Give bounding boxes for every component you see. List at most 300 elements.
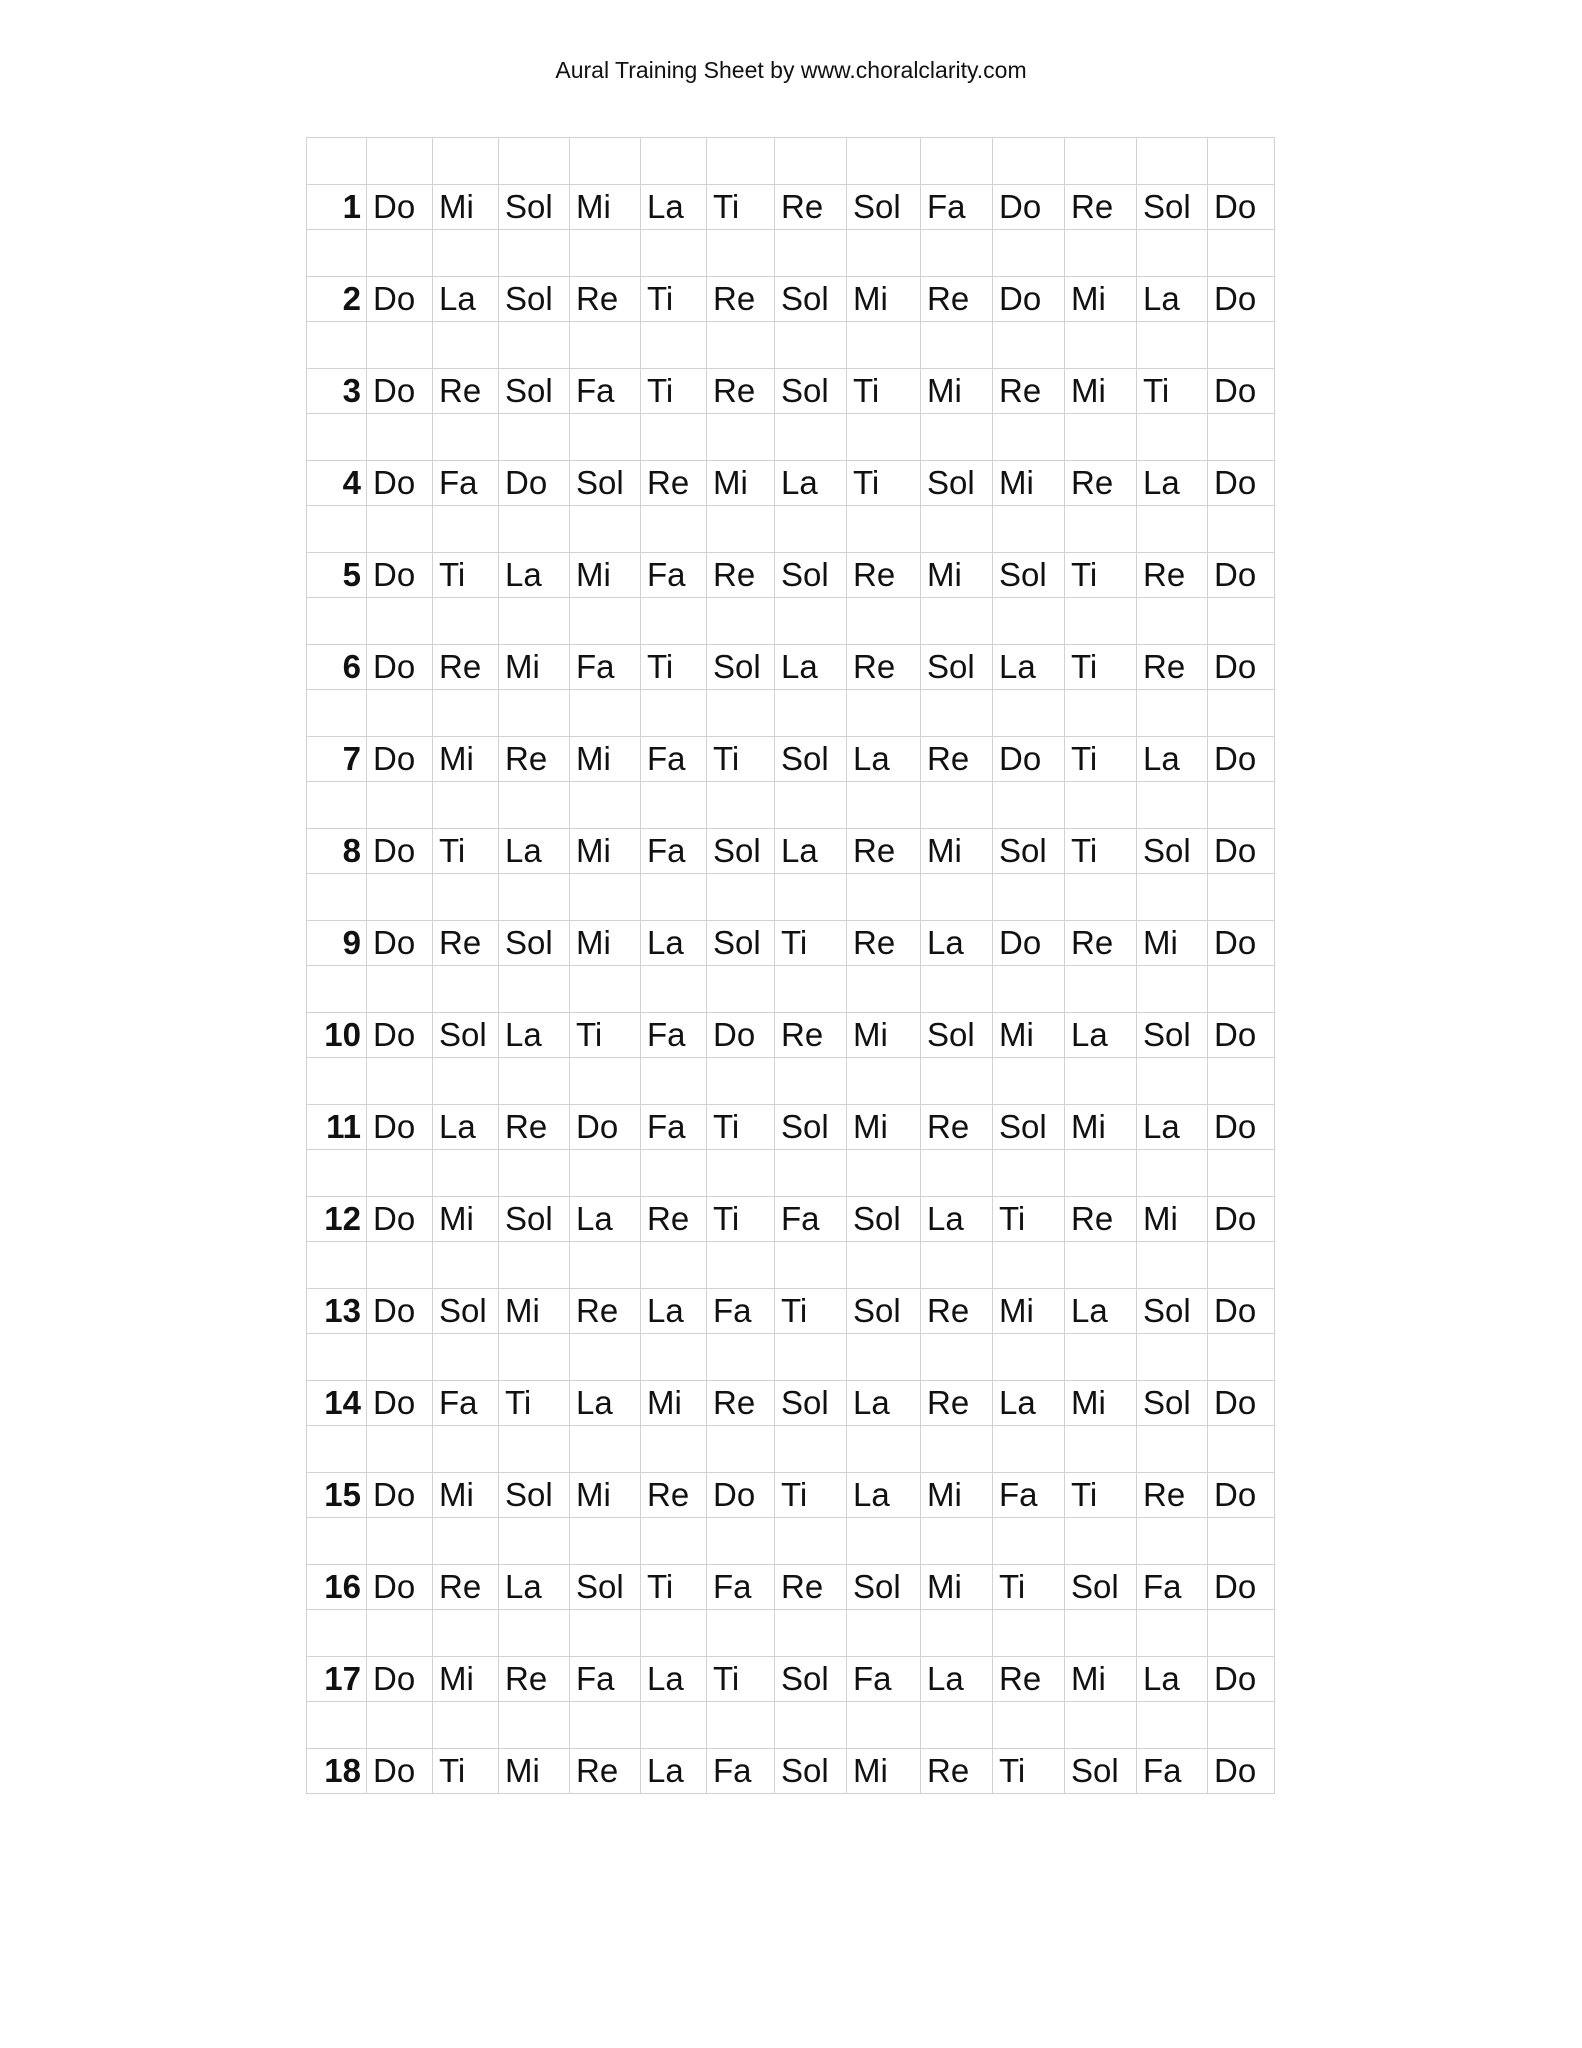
solfege-note: Ti (707, 185, 775, 230)
empty-cell (570, 1518, 641, 1565)
solfege-note: Re (1065, 921, 1137, 966)
solfege-note: Ti (707, 1105, 775, 1150)
empty-cell (707, 414, 775, 461)
empty-cell (641, 1426, 707, 1473)
solfege-note: Do (1208, 1105, 1275, 1150)
solfege-note: Sol (1137, 185, 1208, 230)
empty-cell (367, 414, 433, 461)
solfege-note: Sol (570, 461, 641, 506)
solfege-note: Sol (1065, 1749, 1137, 1794)
solfege-note: Mi (433, 1657, 499, 1702)
empty-cell (433, 1334, 499, 1381)
solfege-note: Mi (433, 1197, 499, 1242)
empty-cell (847, 1058, 921, 1105)
solfege-note: Sol (847, 1197, 921, 1242)
empty-cell (433, 782, 499, 829)
exercise-number: 18 (307, 1749, 367, 1794)
empty-cell (993, 1426, 1065, 1473)
empty-cell (993, 1150, 1065, 1197)
empty-cell (993, 874, 1065, 921)
solfege-note: Ti (433, 829, 499, 874)
empty-cell (1208, 1058, 1275, 1105)
solfege-note: Fa (641, 737, 707, 782)
empty-cell (775, 506, 847, 553)
empty-cell (775, 1610, 847, 1657)
solfege-note: Sol (847, 1289, 921, 1334)
solfege-note: Do (367, 1105, 433, 1150)
solfege-note: Re (1137, 553, 1208, 598)
solfege-note: Mi (499, 1749, 570, 1794)
empty-cell (707, 1058, 775, 1105)
empty-cell (1065, 598, 1137, 645)
empty-cell (367, 322, 433, 369)
empty-cell (847, 1242, 921, 1289)
solfege-note: Ti (847, 461, 921, 506)
spacer-row (307, 1242, 1275, 1289)
solfege-note: Sol (775, 1749, 847, 1794)
solfege-note: Sol (499, 921, 570, 966)
exercise-row (307, 1197, 1275, 1242)
solfege-note: Sol (1065, 1565, 1137, 1610)
solfege-note: Sol (993, 1105, 1065, 1150)
exercise-number: 3 (307, 369, 367, 414)
empty-cell (367, 230, 433, 277)
solfege-note: Sol (993, 829, 1065, 874)
empty-cell (367, 138, 433, 185)
empty-cell (570, 874, 641, 921)
exercise-number: 7 (307, 737, 367, 782)
empty-cell (570, 1610, 641, 1657)
solfege-note: La (570, 1197, 641, 1242)
solfege-note: Sol (775, 277, 847, 322)
solfege-note: Sol (499, 369, 570, 414)
exercise-row (307, 1473, 1275, 1518)
solfege-note: Re (707, 369, 775, 414)
empty-cell (775, 874, 847, 921)
empty-cell (921, 1702, 993, 1749)
solfege-note: Do (1208, 277, 1275, 322)
exercise-number: 14 (307, 1381, 367, 1426)
empty-cell (367, 874, 433, 921)
empty-cell (847, 782, 921, 829)
solfege-note: Sol (921, 645, 993, 690)
solfege-note: Mi (921, 369, 993, 414)
solfege-note: Do (1208, 1381, 1275, 1426)
empty-cell (307, 690, 367, 737)
solfege-note: Do (367, 553, 433, 598)
empty-cell (433, 138, 499, 185)
solfege-note: Fa (641, 553, 707, 598)
empty-cell (1137, 874, 1208, 921)
solfege-note: Mi (921, 553, 993, 598)
solfege-note: Ti (993, 1197, 1065, 1242)
empty-cell (1065, 1426, 1137, 1473)
solfege-note: Sol (775, 369, 847, 414)
spacer-row (307, 1702, 1275, 1749)
solfege-note: Do (1208, 1473, 1275, 1518)
solfege-note: Re (921, 277, 993, 322)
solfege-note: Re (499, 737, 570, 782)
empty-cell (993, 506, 1065, 553)
empty-cell (1065, 1610, 1137, 1657)
empty-cell (707, 322, 775, 369)
empty-cell (1208, 598, 1275, 645)
solfege-note: Mi (1065, 1105, 1137, 1150)
empty-cell (433, 1610, 499, 1657)
solfege-note: Sol (775, 1381, 847, 1426)
empty-cell (775, 230, 847, 277)
solfege-note: Mi (1065, 1381, 1137, 1426)
solfege-note: La (775, 461, 847, 506)
exercise-row (307, 277, 1275, 322)
empty-cell (1065, 1702, 1137, 1749)
empty-cell (847, 138, 921, 185)
solfege-note: Re (993, 369, 1065, 414)
empty-cell (1137, 138, 1208, 185)
solfege-note: La (921, 1657, 993, 1702)
spacer-row (307, 506, 1275, 553)
empty-cell (367, 690, 433, 737)
empty-cell (847, 414, 921, 461)
solfege-note: Do (367, 369, 433, 414)
solfege-note: Re (921, 1749, 993, 1794)
empty-cell (1208, 1426, 1275, 1473)
empty-cell (1065, 874, 1137, 921)
solfege-note: Mi (433, 737, 499, 782)
empty-cell (993, 966, 1065, 1013)
spacer-row (307, 1334, 1275, 1381)
solfege-note: Do (1208, 461, 1275, 506)
empty-cell (367, 1334, 433, 1381)
empty-cell (499, 1426, 570, 1473)
empty-cell (921, 230, 993, 277)
exercise-row (307, 1013, 1275, 1058)
solfege-note: Sol (1137, 1013, 1208, 1058)
solfege-note: Ti (1065, 829, 1137, 874)
solfege-note: La (641, 1289, 707, 1334)
exercise-number: 12 (307, 1197, 367, 1242)
solfege-note: La (847, 1381, 921, 1426)
solfege-note: La (847, 1473, 921, 1518)
solfege-note: Mi (993, 1013, 1065, 1058)
empty-cell (307, 1334, 367, 1381)
empty-cell (499, 138, 570, 185)
solfege-note: Re (847, 645, 921, 690)
solfege-note: Mi (570, 185, 641, 230)
empty-cell (367, 966, 433, 1013)
solfege-note: Ti (499, 1381, 570, 1426)
empty-cell (847, 1518, 921, 1565)
empty-cell (847, 1610, 921, 1657)
solfege-note: La (1065, 1289, 1137, 1334)
empty-cell (499, 782, 570, 829)
empty-cell (1065, 966, 1137, 1013)
solfege-note: La (1137, 737, 1208, 782)
solfege-note: Sol (847, 185, 921, 230)
empty-cell (367, 1610, 433, 1657)
empty-cell (433, 1242, 499, 1289)
solfege-note: Fa (570, 369, 641, 414)
solfege-note: Mi (847, 1105, 921, 1150)
solfege-note: Mi (921, 829, 993, 874)
empty-cell (641, 690, 707, 737)
solfege-note: Do (367, 1473, 433, 1518)
empty-cell (367, 506, 433, 553)
solfege-note: Mi (570, 553, 641, 598)
solfege-note: Sol (499, 277, 570, 322)
empty-cell (433, 1702, 499, 1749)
solfege-note: Fa (641, 829, 707, 874)
solfege-note: Mi (570, 737, 641, 782)
solfege-note: Re (570, 1749, 641, 1794)
empty-cell (570, 1702, 641, 1749)
solfege-note: Ti (993, 1565, 1065, 1610)
empty-cell (921, 690, 993, 737)
solfege-note: Ti (1065, 1473, 1137, 1518)
empty-cell (921, 966, 993, 1013)
solfege-note: La (775, 645, 847, 690)
empty-cell (641, 1518, 707, 1565)
empty-cell (775, 1518, 847, 1565)
empty-cell (1065, 1150, 1137, 1197)
solfege-note: La (641, 1657, 707, 1702)
empty-cell (499, 1058, 570, 1105)
empty-cell (307, 966, 367, 1013)
solfege-note: Ti (433, 553, 499, 598)
solfege-note: Re (847, 553, 921, 598)
solfege-note: Do (1208, 1013, 1275, 1058)
empty-cell (499, 414, 570, 461)
empty-cell (307, 1150, 367, 1197)
solfege-note: Fa (707, 1289, 775, 1334)
solfege-note: Fa (433, 1381, 499, 1426)
solfege-note: Re (775, 185, 847, 230)
solfege-note: Do (1208, 829, 1275, 874)
solfege-note: Do (367, 921, 433, 966)
solfege-note: Do (367, 1565, 433, 1610)
solfege-note: Sol (1137, 1381, 1208, 1426)
empty-cell (707, 966, 775, 1013)
empty-cell (307, 598, 367, 645)
solfege-note: Sol (433, 1013, 499, 1058)
solfege-note: La (993, 1381, 1065, 1426)
empty-cell (775, 1058, 847, 1105)
empty-cell (499, 1610, 570, 1657)
empty-cell (433, 966, 499, 1013)
solfege-note: Do (1208, 737, 1275, 782)
empty-cell (307, 1242, 367, 1289)
empty-cell (1065, 1242, 1137, 1289)
empty-cell (1208, 1150, 1275, 1197)
empty-cell (570, 966, 641, 1013)
exercise-number: 6 (307, 645, 367, 690)
solfege-note: Re (707, 277, 775, 322)
empty-cell (307, 138, 367, 185)
spacer-row (307, 1610, 1275, 1657)
solfege-note: Do (1208, 1197, 1275, 1242)
empty-cell (433, 230, 499, 277)
empty-cell (499, 598, 570, 645)
exercise-number: 4 (307, 461, 367, 506)
solfege-note: La (1137, 461, 1208, 506)
empty-cell (707, 598, 775, 645)
empty-cell (1137, 414, 1208, 461)
solfege-note: Do (1208, 921, 1275, 966)
exercise-number: 1 (307, 185, 367, 230)
solfege-note: Ti (775, 1289, 847, 1334)
empty-cell (570, 1058, 641, 1105)
empty-cell (993, 782, 1065, 829)
solfege-note: Mi (1065, 1657, 1137, 1702)
solfege-note: Do (993, 277, 1065, 322)
empty-cell (433, 690, 499, 737)
empty-cell (921, 598, 993, 645)
exercise-row (307, 737, 1275, 782)
empty-cell (847, 874, 921, 921)
solfege-note: Ti (1065, 645, 1137, 690)
empty-cell (641, 1058, 707, 1105)
solfege-note: Sol (499, 1473, 570, 1518)
solfege-note: La (641, 921, 707, 966)
empty-cell (707, 138, 775, 185)
empty-cell (499, 1518, 570, 1565)
solfege-note: Re (570, 277, 641, 322)
exercise-row (307, 1657, 1275, 1702)
solfege-note: Ti (847, 369, 921, 414)
solfege-note: Ti (433, 1749, 499, 1794)
solfege-note: Re (1137, 645, 1208, 690)
empty-cell (367, 782, 433, 829)
empty-cell (775, 1702, 847, 1749)
empty-cell (570, 506, 641, 553)
empty-cell (1208, 506, 1275, 553)
empty-cell (641, 1334, 707, 1381)
empty-cell (847, 1426, 921, 1473)
empty-cell (775, 966, 847, 1013)
solfege-note: Do (1208, 1657, 1275, 1702)
spacer-row (307, 138, 1275, 185)
empty-cell (1137, 506, 1208, 553)
empty-cell (921, 1242, 993, 1289)
empty-cell (499, 322, 570, 369)
solfege-note: Fa (570, 645, 641, 690)
solfege-note: Do (367, 1013, 433, 1058)
solfege-note: Do (1208, 1289, 1275, 1334)
empty-cell (307, 1702, 367, 1749)
solfege-note: Mi (993, 1289, 1065, 1334)
solfege-note: Sol (499, 1197, 570, 1242)
empty-cell (433, 874, 499, 921)
solfege-note: Ti (775, 1473, 847, 1518)
spacer-row (307, 230, 1275, 277)
solfege-note: Mi (921, 1473, 993, 1518)
solfege-note: Mi (847, 1013, 921, 1058)
empty-cell (641, 598, 707, 645)
spacer-row (307, 1058, 1275, 1105)
empty-cell (499, 966, 570, 1013)
solfege-note: La (993, 645, 1065, 690)
empty-cell (1208, 1610, 1275, 1657)
solfege-note: Sol (847, 1565, 921, 1610)
solfege-note: Sol (707, 829, 775, 874)
empty-cell (641, 322, 707, 369)
empty-cell (1065, 322, 1137, 369)
empty-cell (570, 782, 641, 829)
empty-cell (1065, 138, 1137, 185)
solfege-note: Do (707, 1473, 775, 1518)
exercise-number: 15 (307, 1473, 367, 1518)
empty-cell (707, 690, 775, 737)
empty-cell (921, 506, 993, 553)
empty-cell (367, 1426, 433, 1473)
solfege-note: Re (641, 1197, 707, 1242)
empty-cell (307, 1518, 367, 1565)
solfege-note: Ti (641, 1565, 707, 1610)
empty-cell (1065, 1334, 1137, 1381)
empty-cell (1137, 1150, 1208, 1197)
solfege-note: Do (499, 461, 570, 506)
spacer-row (307, 1150, 1275, 1197)
solfege-note: Do (367, 185, 433, 230)
empty-cell (707, 1702, 775, 1749)
exercise-number: 17 (307, 1657, 367, 1702)
spacer-row (307, 1426, 1275, 1473)
solfege-note: Do (367, 1657, 433, 1702)
empty-cell (1137, 1610, 1208, 1657)
empty-cell (367, 1242, 433, 1289)
solfege-note: Sol (499, 185, 570, 230)
empty-cell (707, 782, 775, 829)
solfege-note: Sol (775, 737, 847, 782)
exercise-row (307, 553, 1275, 598)
empty-cell (921, 1150, 993, 1197)
solfege-note: Do (1208, 185, 1275, 230)
solfege-note: La (499, 1013, 570, 1058)
solfege-note: La (433, 1105, 499, 1150)
empty-cell (570, 138, 641, 185)
spacer-row (307, 414, 1275, 461)
empty-cell (641, 966, 707, 1013)
spacer-row (307, 1518, 1275, 1565)
solfege-note: Re (921, 1105, 993, 1150)
exercise-number: 9 (307, 921, 367, 966)
solfege-note: Re (993, 1657, 1065, 1702)
empty-cell (993, 322, 1065, 369)
empty-cell (499, 1334, 570, 1381)
solfege-note: La (775, 829, 847, 874)
exercise-row (307, 645, 1275, 690)
empty-cell (1137, 598, 1208, 645)
empty-cell (847, 598, 921, 645)
empty-cell (921, 414, 993, 461)
empty-cell (707, 230, 775, 277)
empty-cell (1065, 414, 1137, 461)
exercise-row (307, 1749, 1275, 1794)
empty-cell (433, 414, 499, 461)
empty-cell (775, 1242, 847, 1289)
exercise-row (307, 185, 1275, 230)
solfege-note: Ti (993, 1749, 1065, 1794)
solfege-note: Sol (707, 921, 775, 966)
solfege-note: Do (367, 1289, 433, 1334)
empty-cell (1208, 782, 1275, 829)
empty-cell (775, 414, 847, 461)
empty-cell (847, 1150, 921, 1197)
empty-cell (307, 506, 367, 553)
exercise-number: 13 (307, 1289, 367, 1334)
solfege-note: Do (993, 737, 1065, 782)
exercise-number: 8 (307, 829, 367, 874)
